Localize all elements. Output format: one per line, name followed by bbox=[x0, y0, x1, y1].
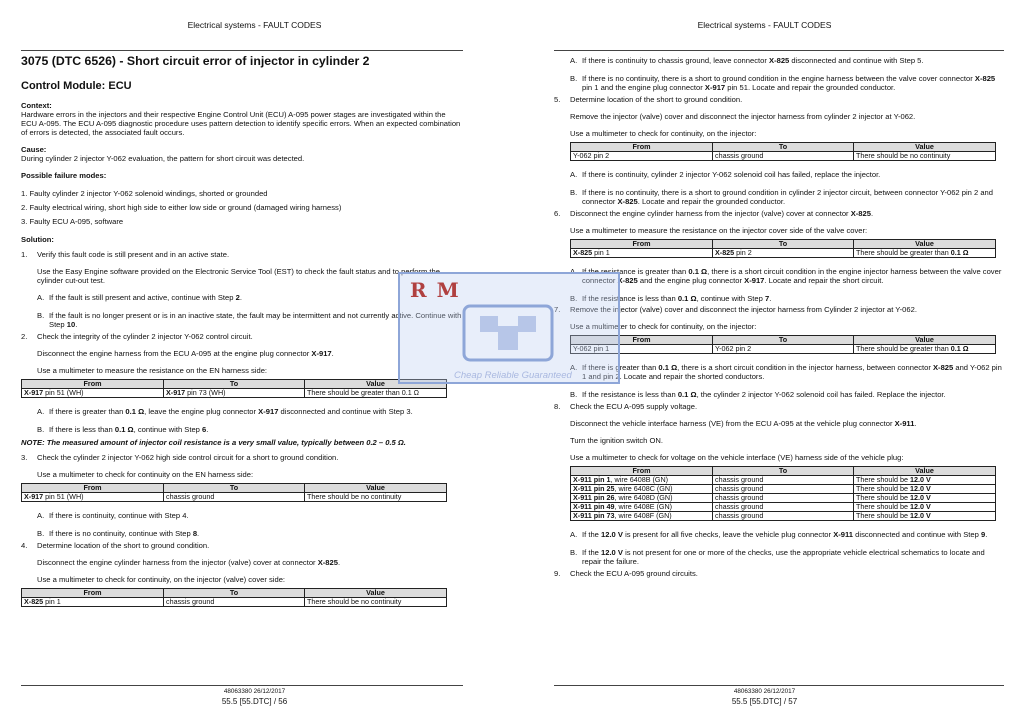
column-header: To bbox=[164, 484, 305, 493]
step-text: Check the ECU A-095 ground circuits. bbox=[570, 569, 698, 578]
table-cell bbox=[571, 494, 713, 503]
table-cell: chassis ground bbox=[713, 152, 854, 161]
step-8 bbox=[554, 402, 1004, 566]
table-row bbox=[571, 345, 996, 354]
failure-mode-item: 1. Faulty cylinder 2 injector Y-062 solenoid windings, shorted or grounded bbox=[21, 189, 268, 198]
step-5 bbox=[554, 95, 1004, 206]
voltage-value: 12.0 V bbox=[909, 484, 931, 493]
connector-id: X-825 bbox=[932, 363, 954, 372]
threshold-value: 0.1 Ω bbox=[688, 267, 708, 276]
column-header: To bbox=[713, 240, 854, 249]
column-header: To bbox=[164, 589, 305, 598]
connector-pin: X-911 pin 26 bbox=[573, 493, 615, 502]
substep-text: If the fault is still present and active, continue with Step bbox=[49, 293, 236, 302]
step-3 bbox=[21, 453, 463, 538]
measurement-table bbox=[570, 335, 996, 354]
voltage-value: 12.0 V bbox=[601, 530, 623, 539]
substep-text: . bbox=[75, 320, 78, 329]
wire-text: , wire 6408C (GN) bbox=[614, 484, 673, 493]
substep-text: If the bbox=[582, 530, 601, 539]
detail-text: Disconnect the vehicle interface harness (VE) from the ECU A-095 at the vehicle plug connector bbox=[570, 419, 895, 428]
substep-text: If there is greater than bbox=[582, 363, 659, 372]
table-cell: chassis ground bbox=[713, 476, 854, 485]
step-instruction: Use a multimeter to check for continuity, on the injector: bbox=[570, 129, 757, 138]
wrench-icon bbox=[460, 302, 556, 369]
measurement-table bbox=[21, 588, 447, 607]
step-instruction: Use a multimeter to check for continuity on the EN harness side: bbox=[37, 470, 254, 479]
pin-text: pin 1 bbox=[592, 248, 610, 257]
step-text: Verify this fault code is still present and in an active state. bbox=[37, 250, 230, 259]
substep-text: If there is continuity to chassis ground, leave connector bbox=[582, 56, 769, 65]
table-cell: Y-062 pin 1 bbox=[571, 345, 713, 354]
value-text: There should be bbox=[856, 475, 910, 484]
footer-doc-id: 48063380 26/12/2017 bbox=[733, 688, 796, 695]
substep-text: . bbox=[985, 530, 988, 539]
step-4 bbox=[21, 541, 463, 607]
table-cell: chassis ground bbox=[713, 512, 854, 521]
substep-text: . bbox=[197, 529, 200, 538]
substep-text: , there is a short circuit condition in the engine injector harness between the valve cover connector bbox=[582, 267, 1002, 285]
table-row bbox=[571, 512, 996, 521]
table-cell bbox=[164, 389, 305, 398]
substep-a bbox=[570, 267, 1004, 285]
substep-text: , continue with Step bbox=[133, 425, 203, 434]
value-text: There should be bbox=[856, 493, 910, 502]
table-row bbox=[571, 485, 996, 494]
solution-heading: Solution: bbox=[21, 235, 54, 244]
table-cell: chassis ground bbox=[713, 503, 854, 512]
step-text: Determine location of the short to ground condition. bbox=[37, 541, 210, 550]
substep-b bbox=[37, 425, 463, 434]
step-detail: Use the Easy Engine software provided on the Electronic Service Tool (EST) to check the fault status and to perform the cylinder cut-out test. bbox=[37, 267, 440, 285]
measurement-table bbox=[570, 239, 996, 258]
substep-a bbox=[37, 511, 463, 520]
table-header-row bbox=[571, 143, 996, 152]
pin-text: pin 51 (WH) bbox=[43, 388, 84, 397]
connector-id: X-917 bbox=[166, 388, 186, 397]
substep-text: and the engine plug connector bbox=[637, 276, 745, 285]
substep-letter: B. bbox=[570, 74, 578, 83]
substep-letter: B. bbox=[37, 311, 45, 320]
table-cell bbox=[854, 503, 996, 512]
column-header: To bbox=[713, 467, 854, 476]
step-reference: 7 bbox=[764, 294, 770, 303]
connector-id: X-825 bbox=[715, 248, 735, 257]
connector-id: X-825 bbox=[974, 74, 996, 83]
voltage-table bbox=[570, 466, 996, 521]
substep-letter: A. bbox=[570, 530, 578, 539]
step-number: 3. bbox=[21, 453, 28, 462]
column-header: From bbox=[22, 589, 164, 598]
detail-text: . bbox=[337, 558, 341, 567]
failure-modes-heading: Possible failure modes: bbox=[21, 171, 107, 180]
table-cell bbox=[854, 249, 996, 258]
connector-id: X-825 bbox=[317, 558, 338, 567]
substep-text: . bbox=[239, 293, 242, 302]
column-header: To bbox=[164, 380, 305, 389]
column-header: From bbox=[22, 484, 164, 493]
step-number: 1. bbox=[21, 250, 28, 259]
column-header: Value bbox=[854, 143, 996, 152]
detail-text: Disconnect the engine harness from the ECU A-095 at the engine plug connector bbox=[37, 349, 312, 358]
step-instruction: Use a multimeter to measure the resistance on the EN harness side: bbox=[37, 366, 268, 375]
step-number: 6. bbox=[554, 209, 561, 218]
table-cell: There should be no continuity bbox=[854, 152, 996, 161]
column-header: Value bbox=[854, 467, 996, 476]
step-number: 5. bbox=[554, 95, 561, 104]
table-row bbox=[22, 389, 447, 398]
connector-pin: X-911 pin 49 bbox=[573, 502, 615, 511]
step-text: Remove the injector (valve) cover and disconnect the injector harness from Cylinder 2 injector at Y-062. bbox=[570, 305, 917, 314]
connector-id: X-825 bbox=[850, 209, 871, 218]
connector-pin: X-911 pin 1 bbox=[573, 475, 611, 484]
table-cell: Y-062 pin 2 bbox=[713, 345, 854, 354]
substep-text: If there is no continuity, continue with Step bbox=[49, 529, 193, 538]
substep-text: If the resistance is greater than bbox=[582, 267, 689, 276]
threshold-value: 0.1 Ω bbox=[114, 425, 134, 434]
wire-text: , wire 6408B (GN) bbox=[610, 475, 669, 484]
connector-id: X-917 bbox=[744, 276, 765, 285]
column-header: Value bbox=[305, 380, 447, 389]
threshold-value: 0.1 Ω bbox=[677, 294, 697, 303]
watermark-tagline: Cheap Reliable Guaranteed bbox=[454, 370, 572, 381]
wire-text: , wire 6408F (GN) bbox=[614, 511, 672, 520]
substep-text: If there is less than bbox=[49, 425, 115, 434]
substep-b bbox=[570, 188, 1004, 206]
substep-text: , there is a short circuit condition in the injector harness, between connector bbox=[677, 363, 933, 372]
page-header: Electrical systems - FAULT CODES bbox=[697, 20, 832, 30]
substep-letter: B. bbox=[570, 390, 578, 399]
table-row bbox=[571, 249, 996, 258]
connector-id: X-911 bbox=[894, 419, 915, 428]
substep-letter: A. bbox=[570, 363, 578, 372]
pin-text: pin 73 (WH) bbox=[185, 388, 226, 397]
substep-text: . Locate and repair the short circuit. bbox=[764, 276, 884, 285]
table-header-row bbox=[571, 467, 996, 476]
table-cell bbox=[854, 476, 996, 485]
column-header: Value bbox=[305, 589, 447, 598]
table-row bbox=[571, 476, 996, 485]
connector-pin: X-911 pin 25 bbox=[573, 484, 615, 493]
context-heading: Context: bbox=[21, 101, 52, 110]
footer-rule bbox=[21, 685, 463, 686]
substep-text: If there is greater than bbox=[49, 407, 126, 416]
substep-text: . bbox=[769, 294, 772, 303]
detail-text: Disconnect the engine cylinder harness from the injector (valve) cover at connector bbox=[37, 558, 318, 567]
substep-letter: B. bbox=[570, 294, 578, 303]
table-row bbox=[22, 493, 447, 502]
column-header: From bbox=[22, 380, 164, 389]
substep-a bbox=[570, 170, 1004, 179]
watermark bbox=[398, 272, 620, 384]
connector-id: X-917 bbox=[258, 407, 279, 416]
substep-text: . Locate and repair the grounded conductor. bbox=[637, 197, 786, 206]
value-text: There should be bbox=[856, 511, 910, 520]
substep-a bbox=[37, 407, 463, 416]
voltage-value: 12.0 V bbox=[909, 493, 931, 502]
substep-letter: B. bbox=[570, 188, 578, 197]
step-number: 2. bbox=[21, 332, 28, 341]
connector-id: X-825 bbox=[617, 197, 638, 206]
connector-id: X-917 bbox=[24, 492, 44, 501]
footer-page-number: 55.5 [55.DTC] / 56 bbox=[221, 697, 288, 706]
step-2 bbox=[21, 332, 463, 447]
column-header: Value bbox=[854, 240, 996, 249]
substep-text: and Y-062 pin 1 and pin 2. Locate and repair the shorted conductors. bbox=[582, 363, 1002, 381]
substep-letter: A. bbox=[37, 407, 45, 416]
substep-text: pin 1 and the engine plug connector bbox=[582, 83, 705, 92]
cause-text: During cylinder 2 injector Y-062 evaluation, the pattern for short circuit was detected. bbox=[21, 154, 305, 163]
substep-b bbox=[570, 390, 1004, 399]
voltage-value: 12.0 V bbox=[601, 548, 623, 557]
table-cell: There should be no continuity bbox=[305, 493, 447, 502]
value-text: There should be bbox=[856, 484, 910, 493]
table-cell bbox=[571, 476, 713, 485]
substep-b bbox=[570, 294, 1004, 303]
step-text: Determine location of the short to ground condition. bbox=[570, 95, 743, 104]
fault-code-title: 3075 (DTC 6526) - Short circuit error of injector in cylinder 2 bbox=[21, 54, 370, 68]
measurement-table bbox=[21, 379, 447, 398]
substep-text: is not present for one or more of the checks, use the appropriate vehicle electrical schematics to locate and repair the failure. bbox=[582, 548, 985, 566]
substep-text: disconnected and continue with Step 5. bbox=[789, 56, 924, 65]
table-row bbox=[22, 598, 447, 607]
value-text: There should be greater than bbox=[856, 248, 951, 257]
threshold-value: 0.1 Ω bbox=[658, 363, 678, 372]
failure-mode-item: 3. Faulty ECU A-095, software bbox=[21, 217, 124, 226]
left-content bbox=[21, 54, 463, 616]
value-text: There should be greater than bbox=[856, 344, 951, 353]
step-reference: 8 bbox=[192, 529, 198, 538]
context-text: Hardware errors in the injectors and their respective Engine Control Unit (ECU) A-095 power stages are investigated within the ECU A-095. The ECU A-095 diagnostic procedure uses pattern detection to identify specific errors. When an expected combination of errors is detected, the associated fault occurs. bbox=[21, 110, 461, 137]
substep-text: If there is no continuity, there is a short to ground condition in the engine harness between the valve cover connector bbox=[582, 74, 975, 83]
column-header: From bbox=[571, 467, 713, 476]
connector-id: X-825 bbox=[24, 597, 44, 606]
footer-doc-id: 48063380 26/12/2017 bbox=[223, 688, 286, 695]
column-header: Value bbox=[305, 484, 447, 493]
column-header: From bbox=[571, 143, 713, 152]
step-text bbox=[570, 209, 1004, 218]
table-cell: There should be no continuity bbox=[305, 598, 447, 607]
substep-letter: B. bbox=[37, 529, 45, 538]
detail-text: . bbox=[870, 209, 874, 218]
step-reference: 9 bbox=[980, 530, 986, 539]
substep-letter: A. bbox=[570, 267, 578, 276]
substep-text: If the fault is no longer present or is in an inactive state, the fault may be intermittent and not currently active. Continue with Step bbox=[49, 311, 462, 329]
ignition-instruction: Turn the ignition switch ON. bbox=[570, 436, 663, 445]
threshold-value: 0.1 Ω bbox=[950, 248, 969, 257]
header-rule bbox=[554, 50, 1004, 51]
step-number: 8. bbox=[554, 402, 561, 411]
substep-letter: B. bbox=[37, 425, 45, 434]
substep-letter: A. bbox=[570, 170, 578, 179]
substep-text: If the resistance is less than bbox=[582, 294, 678, 303]
page-header: Electrical systems - FAULT CODES bbox=[187, 20, 322, 30]
voltage-value: 12.0 V bbox=[909, 502, 931, 511]
step-6 bbox=[554, 209, 1004, 303]
table-cell: Y-062 pin 2 bbox=[571, 152, 713, 161]
failure-mode-item: 2. Faulty electrical wiring, short high side to either low side or ground (damaged wiring harness) bbox=[21, 203, 342, 212]
cause-heading: Cause: bbox=[21, 145, 47, 154]
step-detail bbox=[37, 558, 463, 567]
table-cell: There should be greater than 0.1 Ω bbox=[305, 389, 447, 398]
column-header: To bbox=[713, 336, 854, 345]
control-module-heading: Control Module: ECU bbox=[21, 80, 132, 92]
threshold-value: 0.1 Ω bbox=[125, 407, 145, 416]
step-reference: 2 bbox=[235, 293, 240, 302]
connector-id: X-917 bbox=[311, 349, 332, 358]
pin-text: pin 2 bbox=[734, 248, 752, 257]
table-header-row bbox=[22, 380, 447, 389]
table-header-row bbox=[571, 336, 996, 345]
detail-text: . bbox=[331, 349, 334, 358]
connector-id: X-911 bbox=[833, 530, 854, 539]
substep-text: pin 51. Locate and repair the grounded conductor. bbox=[725, 83, 896, 92]
connector-id: X-917 bbox=[24, 388, 44, 397]
connector-id: X-825 bbox=[769, 56, 790, 65]
wire-text: , wire 6408E (GN) bbox=[614, 502, 673, 511]
note-text: NOTE: The measured amount of injector coil resistance is a very small value, typically between 0.2 – 0.5 Ω. bbox=[21, 438, 406, 447]
substep-letter: B. bbox=[570, 548, 578, 557]
step-detail bbox=[570, 419, 1004, 428]
table-cell bbox=[22, 598, 164, 607]
footer-page-number: 55.5 [55.DTC] / 57 bbox=[731, 697, 798, 706]
substep-text: . bbox=[206, 425, 209, 434]
detail-text: Disconnect the engine cylinder harness from the injector (valve) cover at connector bbox=[570, 209, 851, 218]
substep-a bbox=[570, 56, 1004, 65]
connector-pin: X-911 pin 73 bbox=[573, 511, 615, 520]
table-cell bbox=[22, 493, 164, 502]
column-header: From bbox=[571, 240, 713, 249]
step-reference: 6 bbox=[202, 425, 207, 434]
substep-a bbox=[570, 363, 1004, 381]
step-instruction: Use a multimeter to measure the resistance on the injector cover side of the valve cover: bbox=[570, 226, 868, 235]
pin-text: pin 51 (WH) bbox=[43, 492, 84, 501]
table-cell bbox=[854, 512, 996, 521]
watermark-logo: RM bbox=[410, 278, 469, 302]
substep-text: disconnected and continue with Step bbox=[853, 530, 981, 539]
measurement-table bbox=[570, 142, 996, 161]
step-instruction: Use a multimeter to check for continuity, on the injector: bbox=[570, 322, 757, 331]
threshold-value: 0.1 Ω bbox=[677, 390, 697, 399]
step-number: 4. bbox=[21, 541, 28, 550]
voltage-value: 12.0 V bbox=[909, 475, 931, 484]
substep-letter: A. bbox=[37, 511, 45, 520]
substep-a bbox=[570, 530, 1004, 539]
substep-text: If the bbox=[582, 548, 601, 557]
step-9 bbox=[554, 569, 1004, 578]
substep-text: is present for all five checks, leave the vehicle plug connector bbox=[622, 530, 834, 539]
measurement-table bbox=[21, 483, 447, 502]
table-header-row bbox=[571, 240, 996, 249]
substep-text: , the cylinder 2 injector Y-062 solenoid coil has failed. Replace the injector. bbox=[696, 390, 946, 399]
connector-id: X-917 bbox=[704, 83, 726, 92]
table-row bbox=[571, 503, 996, 512]
pin-text: pin 1 bbox=[43, 597, 61, 606]
step-text: Check the integrity of the cylinder 2 injector Y-062 control circuit. bbox=[37, 332, 253, 341]
table-cell bbox=[22, 389, 164, 398]
step-text: Check the cylinder 2 injector Y-062 high side control circuit for a short to ground condition. bbox=[37, 453, 339, 462]
column-header: To bbox=[713, 143, 854, 152]
substep-text: disconnected and continue with Step 3. bbox=[278, 407, 413, 416]
step-instruction: Use a multimeter to check for continuity, on the injector (valve) cover side: bbox=[37, 575, 286, 584]
substep-text: , leave the engine plug connector bbox=[144, 407, 259, 416]
table-cell: chassis ground bbox=[164, 493, 305, 502]
step-1 bbox=[21, 250, 463, 329]
table-cell bbox=[571, 503, 713, 512]
wire-text: , wire 6408D (GN) bbox=[614, 493, 673, 502]
connector-id: X-825 bbox=[617, 276, 638, 285]
substep-text: If there is continuity, continue with Step 4. bbox=[49, 511, 189, 520]
table-cell bbox=[854, 485, 996, 494]
table-cell bbox=[571, 485, 713, 494]
step-text: Check the ECU A-095 supply voltage. bbox=[570, 402, 698, 411]
connector-id: X-825 bbox=[573, 248, 593, 257]
step-number: 9. bbox=[554, 569, 561, 578]
table-cell bbox=[571, 512, 713, 521]
step-number: 7. bbox=[554, 305, 561, 314]
step-7 bbox=[554, 305, 1004, 399]
table-cell: chassis ground bbox=[713, 494, 854, 503]
step-instruction: Use a multimeter to check for voltage on the vehicle interface (VE) harness side of the vehicle plug: bbox=[570, 453, 904, 462]
table-cell bbox=[854, 494, 996, 503]
table-cell bbox=[854, 345, 996, 354]
value-text: There should be bbox=[856, 502, 910, 511]
table-row bbox=[571, 494, 996, 503]
substep-b bbox=[570, 548, 1004, 566]
table-cell bbox=[713, 249, 854, 258]
threshold-value: 0.1 Ω bbox=[950, 344, 969, 353]
right-content bbox=[554, 56, 1004, 586]
substep-b bbox=[570, 74, 1004, 92]
voltage-value: 12.0 V bbox=[909, 511, 931, 520]
step-reference: 10 bbox=[66, 320, 76, 329]
table-header-row bbox=[22, 484, 447, 493]
substep-text: If there is continuity, cylinder 2 injector Y-062 solenoid coil has failed, replace the injector. bbox=[582, 170, 881, 179]
column-header: From bbox=[571, 336, 713, 345]
substep-letter: A. bbox=[570, 56, 578, 65]
table-cell: chassis ground bbox=[713, 485, 854, 494]
header-rule bbox=[21, 50, 463, 51]
substep-b bbox=[37, 529, 463, 538]
table-header-row bbox=[22, 589, 447, 598]
table-cell bbox=[571, 249, 713, 258]
table-row bbox=[571, 152, 996, 161]
substep-text: , continue with Step bbox=[696, 294, 765, 303]
substep-letter: A. bbox=[37, 293, 45, 302]
substep-text: If the resistance is less than bbox=[582, 390, 678, 399]
table-cell: chassis ground bbox=[164, 598, 305, 607]
substep-text: If there is no continuity, there is a short to ground condition in cylinder 2 injector circuit, between connector Y-062 pin 2 and connector bbox=[582, 188, 994, 206]
footer-rule bbox=[554, 685, 1004, 686]
step-detail: Remove the injector (valve) cover and disconnect the injector harness from cylinder 2 injector at Y-062. bbox=[570, 112, 916, 121]
column-header: Value bbox=[854, 336, 996, 345]
detail-text: . bbox=[914, 419, 917, 428]
